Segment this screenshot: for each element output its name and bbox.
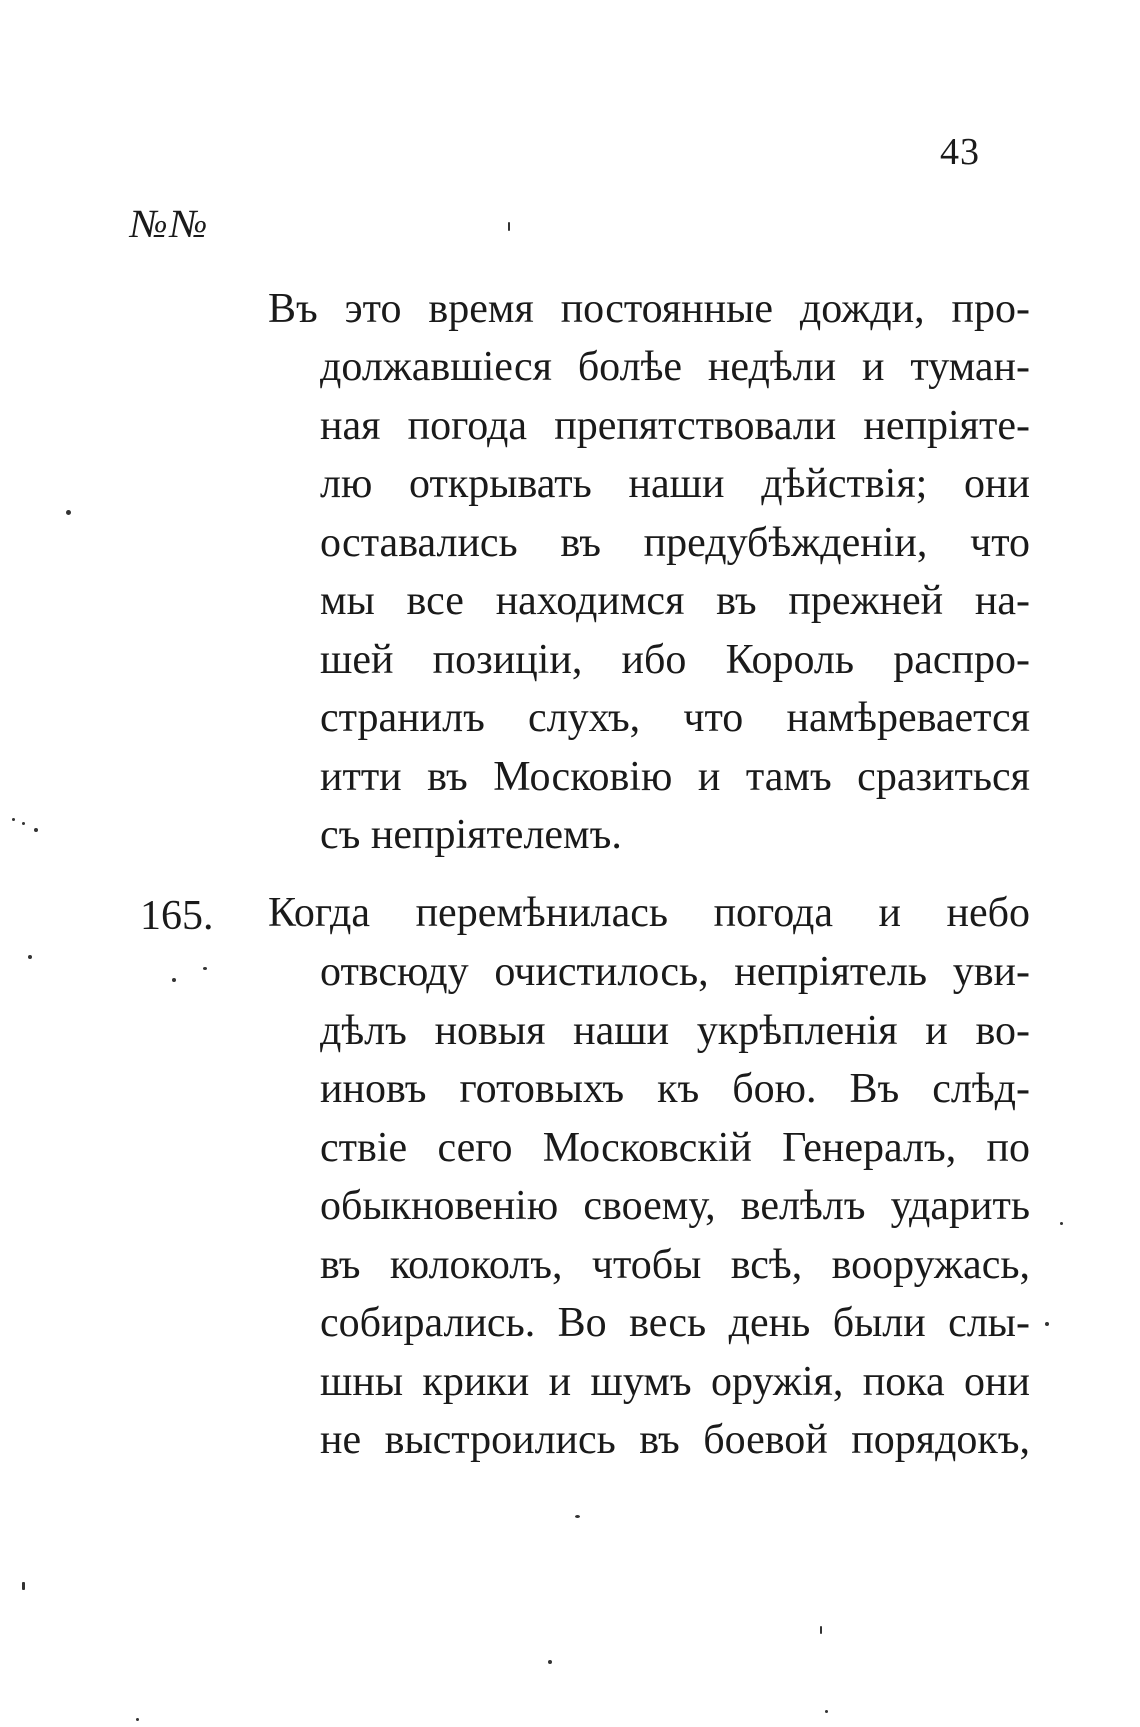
scan-speck: [28, 955, 32, 959]
text-line: шей позиціи, ибо Король распро-: [320, 637, 1030, 683]
scan-speck: [548, 1660, 552, 1664]
scan-speck: [575, 1515, 580, 1518]
scan-speck: [1060, 1222, 1063, 1225]
text-line: шны крики и шумъ оружія, пока они: [320, 1359, 1030, 1405]
text-line: съ непріятелемъ.: [320, 812, 622, 858]
text-line: обыкновенію своему, велѣлъ ударить: [320, 1183, 1030, 1229]
text-line: странилъ слухъ, что намѣревается: [320, 695, 1030, 741]
text-line: въ колоколъ, чтобы всѣ, вооружась,: [320, 1242, 1030, 1288]
text-line: отвсюду очистилось, непріятель уви-: [320, 949, 1030, 995]
text-line: лю открывать наши дѣйствія; они: [320, 461, 1030, 507]
scan-speck: [172, 978, 176, 982]
scan-speck: [22, 1582, 25, 1590]
text-line: ная погода препятствовали непріяте-: [320, 403, 1030, 449]
text-line: итти въ Московію и тамъ сразиться: [320, 754, 1030, 800]
scan-speck: [1045, 1322, 1049, 1326]
scan-speck: [66, 510, 71, 515]
scan-speck: [825, 1710, 828, 1713]
text-line: не выстроились въ боевой порядокъ,: [320, 1417, 1030, 1463]
scan-speck: [22, 822, 25, 825]
text-line: собирались. Во весь день были слы-: [320, 1300, 1030, 1346]
scan-speck: [820, 1626, 822, 1634]
scan-speck: [12, 818, 15, 821]
scan-speck: [34, 828, 38, 832]
text-line: оставались въ предубѣжденіи, что: [320, 520, 1030, 566]
text-line: мы все находимся въ прежней на-: [320, 578, 1030, 624]
text-line: иновъ готовыхъ къ бою. Въ слѣд-: [320, 1066, 1030, 1112]
margin-mark: №№: [130, 201, 210, 246]
scan-speck: [136, 1718, 139, 1721]
text-line: дѣлъ новыя наши укрѣпленія и во-: [320, 1008, 1030, 1054]
page-number: 43: [940, 131, 980, 173]
text-line: должавшіеся болѣе недѣли и туман-: [320, 344, 1030, 390]
text-line: Когда перемѣнилась погода и небо: [268, 890, 1030, 936]
text-line: Въ это время постоянные дожди, про-: [268, 286, 1030, 332]
section-number: 165.: [140, 893, 214, 939]
scan-speck: [203, 967, 207, 970]
scan-speck: [508, 222, 510, 231]
text-line: ствіе сего Московскій Генералъ, по: [320, 1125, 1030, 1171]
